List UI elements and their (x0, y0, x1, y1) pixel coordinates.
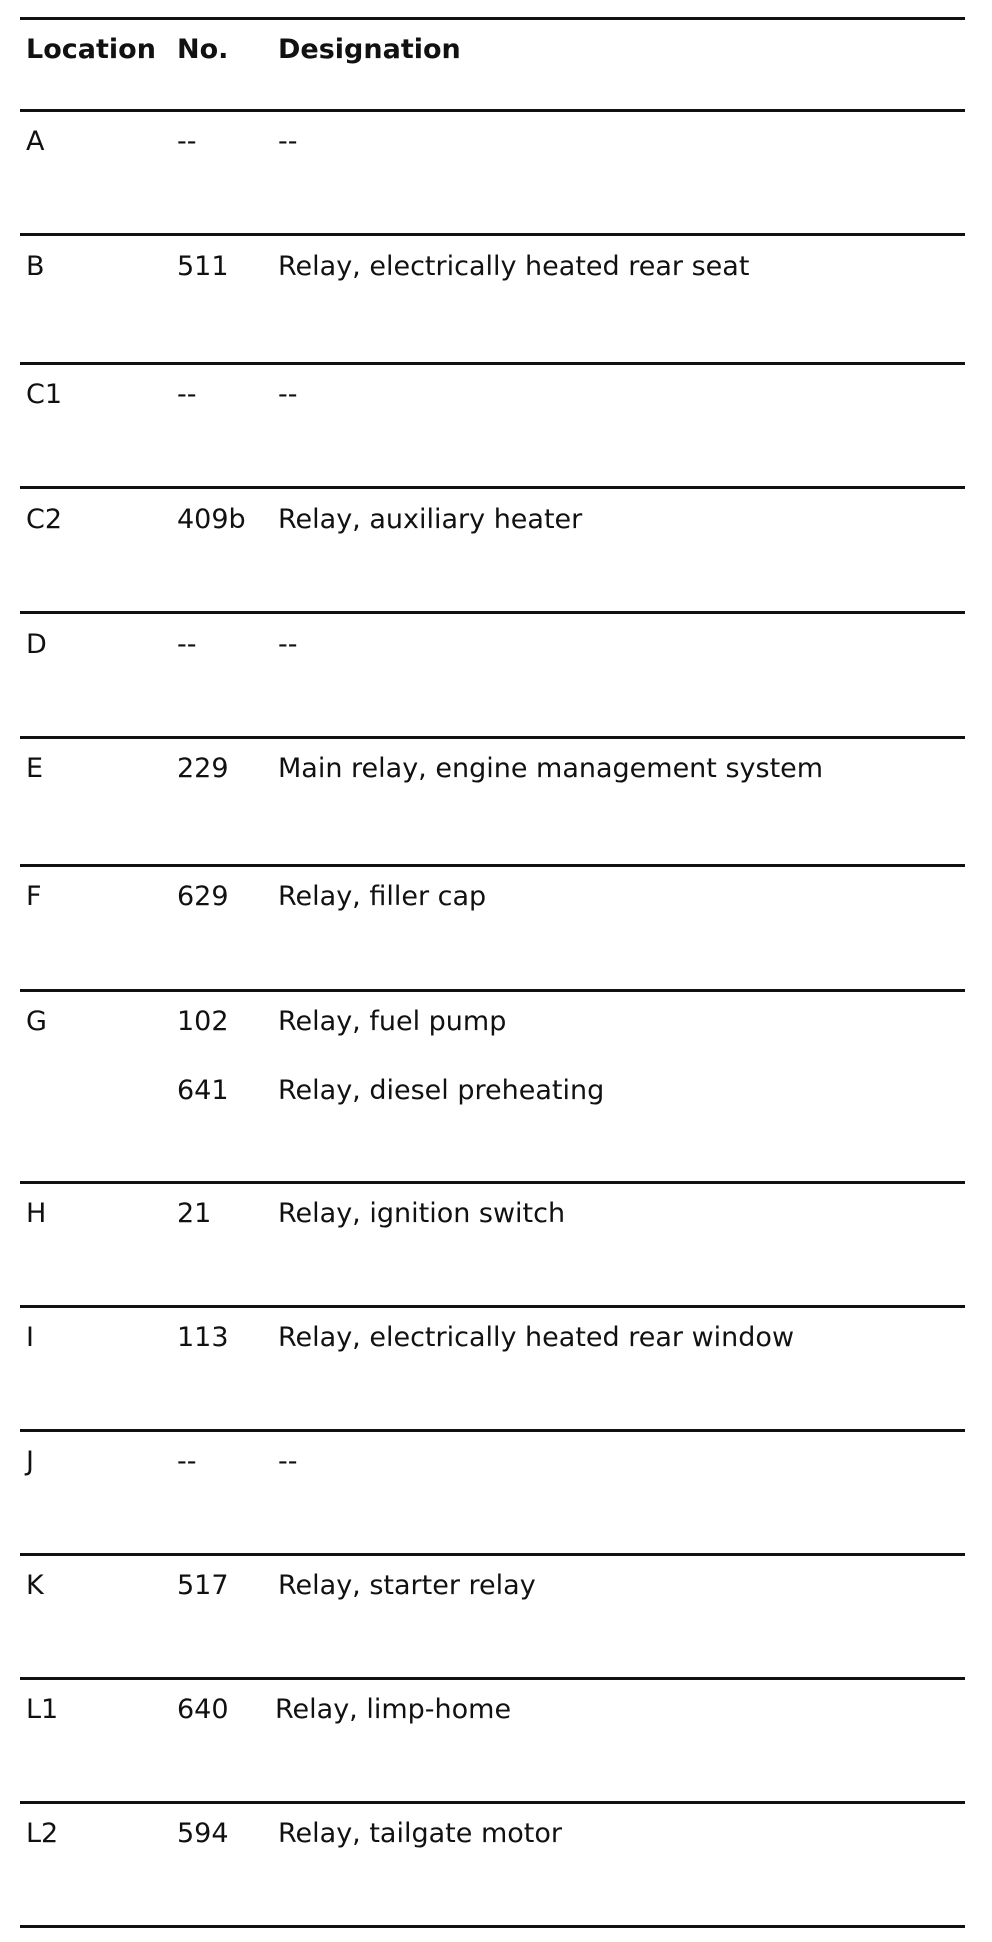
row-location: L2 (26, 1818, 59, 1849)
table-rule (20, 989, 965, 992)
row-number: -- (177, 126, 197, 157)
row-number: -- (177, 629, 197, 660)
row-designation: -- (278, 629, 298, 660)
row-location: F (26, 881, 42, 912)
row-designation: Relay, electrically heated rear seat (278, 251, 750, 282)
row-designation: Relay, limp-home (275, 1694, 512, 1725)
row-designation: Relay, starter relay (278, 1570, 536, 1601)
row-location: L1 (26, 1694, 59, 1725)
row-designation: Relay, tailgate motor (278, 1818, 562, 1849)
row-number: -- (177, 1446, 197, 1477)
row-location: C1 (26, 379, 63, 410)
table-rule (20, 362, 965, 365)
row-designation: Relay, electrically heated rear window (278, 1322, 795, 1353)
row-designation: Relay, ignition switch (278, 1198, 566, 1229)
row-location: A (26, 126, 45, 157)
row-location: J (26, 1446, 34, 1477)
row-location: E (26, 753, 44, 784)
row-number: 102 (177, 1006, 229, 1037)
row-number: 594 (177, 1818, 229, 1849)
table-rule (20, 1925, 965, 1928)
table-rule (20, 1181, 965, 1184)
row-number: 629 (177, 881, 229, 912)
row-location: D (26, 629, 47, 660)
row-number: 640 (177, 1694, 229, 1725)
table-rule (20, 1553, 965, 1556)
row-designation: -- (278, 379, 298, 410)
header-location: Location (26, 34, 156, 65)
row-designation: Relay, filler cap (278, 881, 487, 912)
row-designation: Relay, fuel pump (278, 1006, 507, 1037)
row-location: B (26, 251, 45, 282)
row-location: C2 (26, 504, 63, 535)
row-designation: Main relay, engine management system (278, 753, 824, 784)
table-rule (20, 1429, 965, 1432)
header-no: No. (177, 34, 229, 65)
row-number: -- (177, 379, 197, 410)
table-rule (20, 486, 965, 489)
row-designation: -- (278, 1446, 298, 1477)
table-rule (20, 1801, 965, 1804)
table-rule (20, 736, 965, 739)
row-number: 113 (177, 1322, 229, 1353)
table-rule (20, 611, 965, 614)
row-location: H (26, 1198, 47, 1229)
table-rule (20, 1677, 965, 1680)
row-location: G (26, 1006, 47, 1037)
row-designation: -- (278, 126, 298, 157)
row-number: 229 (177, 753, 229, 784)
row-number: 511 (177, 251, 229, 282)
table-rule (20, 1305, 965, 1308)
row-number: 517 (177, 1570, 229, 1601)
row-number: 21 (177, 1198, 212, 1229)
row-number: 641 (177, 1075, 229, 1106)
table-rule (20, 233, 965, 236)
row-designation: Relay, auxiliary heater (278, 504, 583, 535)
header-designation: Designation (278, 34, 461, 65)
table-rule (20, 864, 965, 867)
row-location: K (26, 1570, 44, 1601)
row-number: 409b (177, 504, 246, 535)
table-rule (20, 109, 965, 112)
table-rule (20, 17, 965, 20)
row-designation: Relay, diesel preheating (278, 1075, 605, 1106)
row-location: I (26, 1322, 34, 1353)
